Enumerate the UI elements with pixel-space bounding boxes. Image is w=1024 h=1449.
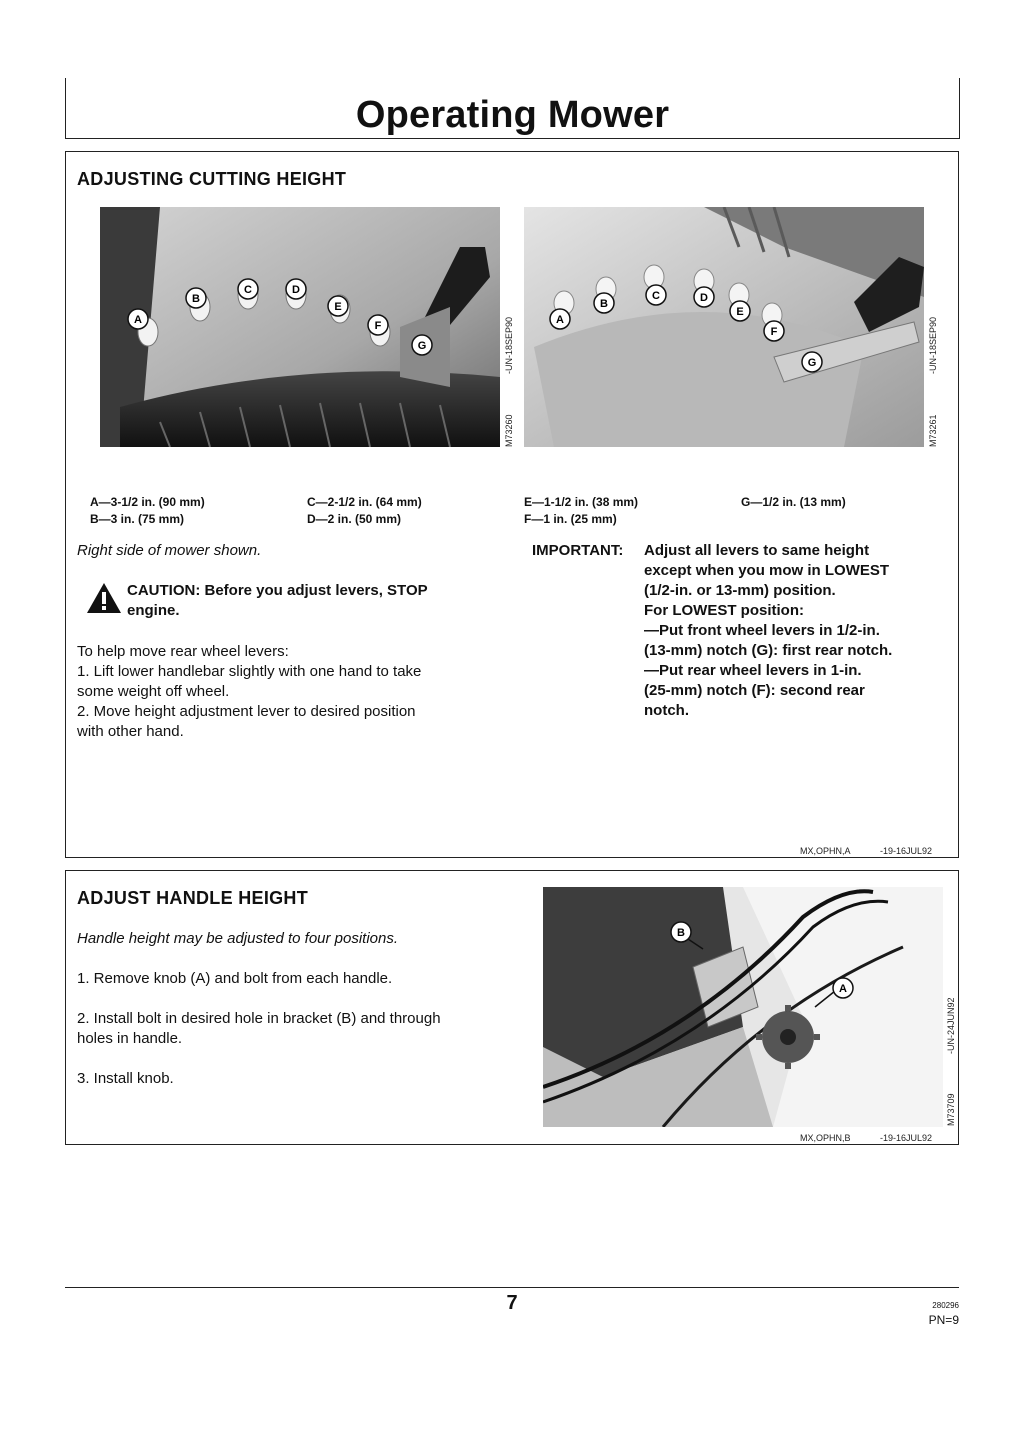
hole-label-text: E <box>334 301 342 313</box>
legend-item: F—1 in. (25 mm) <box>524 512 617 526</box>
photo-left-height-levers <box>100 207 500 447</box>
hole-label-text: D <box>292 284 300 296</box>
photo-code-top: -UN-24JUN92 <box>946 997 956 1054</box>
reference-date: -19-16JUL92 <box>880 1133 933 1143</box>
hole-label-e-left <box>328 296 348 316</box>
important-line: For LOWEST position: <box>644 602 804 619</box>
photo-right-height-levers <box>524 207 924 447</box>
hole-label-g-right <box>802 352 822 372</box>
handle-step: 2. Install bolt in desired hole in bracket (B) and through <box>77 1010 441 1027</box>
legend-item: E—1-1/2 in. (38 mm) <box>524 495 639 509</box>
callout-label-a <box>833 978 853 998</box>
hole-label-text: E <box>736 306 744 318</box>
photo-handle-bracket <box>543 887 943 1127</box>
photo-code-bottom: M73260 <box>504 414 514 447</box>
hole-label-text: A <box>134 314 142 326</box>
callout-text: B <box>677 927 685 939</box>
reference-code: MX,OPHN,B <box>800 1133 851 1143</box>
hole-label-e-right <box>730 301 750 321</box>
hole-label-a-right <box>550 309 570 329</box>
important-line: (25-mm) notch (F): second rear <box>644 682 865 699</box>
warning-triangle-icon <box>86 582 122 614</box>
hole-label-g-left <box>412 335 432 355</box>
hole-label-a-left <box>128 309 148 329</box>
caution-text: engine. <box>127 602 180 619</box>
hole-label-c-right <box>646 285 666 305</box>
doc-code: 280296 <box>932 1301 959 1310</box>
callout-text: A <box>839 983 847 995</box>
photo-code-top: -UN-18SEP90 <box>928 316 938 374</box>
hole-label-text: G <box>417 340 427 352</box>
help-line: some weight off wheel. <box>77 683 230 700</box>
legend-item: D—2 in. (50 mm) <box>307 512 402 526</box>
photo-code-bottom: M73709 <box>946 1093 956 1126</box>
hole-label-text: F <box>374 320 382 332</box>
handle-step: 3. Install knob. <box>77 1070 174 1087</box>
reference-date: -19-16JUL92 <box>880 846 933 856</box>
help-line: with other hand. <box>77 723 184 740</box>
hole-label-text: C <box>652 290 660 302</box>
part-number: PN=9 <box>928 1313 959 1327</box>
reference-code: MX,OPHN,A <box>800 846 851 856</box>
important-line: —Put rear wheel levers in 1-in. <box>644 662 862 679</box>
hole-label-text: B <box>600 298 608 310</box>
legend-item: C—2-1/2 in. (64 mm) <box>307 495 422 509</box>
hole-label-b-left <box>186 288 206 308</box>
section-heading: ADJUSTING CUTTING HEIGHT <box>77 169 347 189</box>
hole-label-text: B <box>192 293 200 305</box>
important-line: Adjust all levers to same height <box>644 542 870 559</box>
hole-label-text: D <box>700 292 708 304</box>
hole-label-c-left <box>238 279 258 299</box>
important-line: except when you mow in LOWEST <box>644 562 890 579</box>
hole-label-f-left <box>368 315 388 335</box>
hole-label-text: A <box>556 314 564 326</box>
important-label: IMPORTANT: <box>532 542 624 559</box>
photo-code-bottom: M73261 <box>928 414 938 447</box>
header-box <box>65 78 960 139</box>
legend-item: G—1/2 in. (13 mm) <box>741 495 846 509</box>
important-line: —Put front wheel levers in 1/2-in. <box>644 622 880 639</box>
hole-label-text: F <box>770 326 778 338</box>
hole-label-d-left <box>286 279 306 299</box>
help-line: To help move rear wheel levers: <box>77 643 289 660</box>
help-line: 1. Lift lower handlebar slightly with one hand to take <box>77 663 422 680</box>
caution-text: CAUTION: Before you adjust levers, STOP <box>127 582 428 599</box>
handle-step: 1. Remove knob (A) and bolt from each handle. <box>77 970 393 987</box>
important-line: notch. <box>644 702 689 719</box>
important-line: (13-mm) notch (G): first rear notch. <box>644 642 893 659</box>
hole-label-b-right <box>594 293 614 313</box>
callout-label-b <box>671 922 691 942</box>
page-title: Operating Mower <box>355 94 670 136</box>
hole-label-f-right <box>764 321 784 341</box>
page-number: 7 <box>506 1292 518 1314</box>
legend-item: A—3-1/2 in. (90 mm) <box>90 495 205 509</box>
section-heading: ADJUST HANDLE HEIGHT <box>77 888 309 908</box>
help-line: 2. Move height adjustment lever to desired position <box>77 703 416 720</box>
legend-item: B—3 in. (75 mm) <box>90 512 185 526</box>
photo-code-top: -UN-18SEP90 <box>504 316 514 374</box>
handle-note: Handle height may be adjusted to four positions. <box>77 930 399 947</box>
hole-label-text: G <box>807 357 817 369</box>
handle-step: holes in handle. <box>77 1030 183 1047</box>
important-line: (1/2-in. or 13-mm) position. <box>644 582 836 599</box>
side-note: Right side of mower shown. <box>77 542 262 559</box>
hole-label-d-right <box>694 287 714 307</box>
footer-rule <box>65 1287 959 1288</box>
hole-label-text: C <box>244 284 252 296</box>
